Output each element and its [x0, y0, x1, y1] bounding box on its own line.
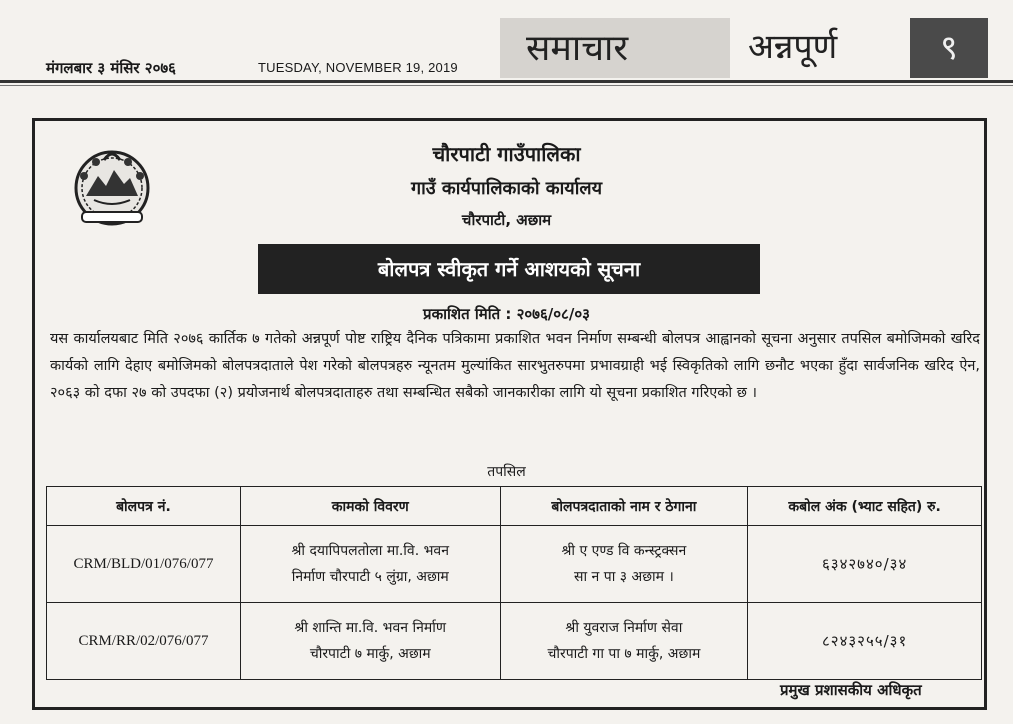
bidder-line-2: सा न पा ३ अछाम । [574, 569, 674, 585]
bid-table [46, 486, 982, 680]
bidder [500, 603, 748, 680]
masthead-rule [0, 80, 1013, 83]
annex-label: तपसिल [487, 464, 526, 480]
bidder-line-1: श्री युवराज निर्माण सेवा [565, 620, 683, 636]
work-line-2: निर्माण चौरपाटी ५ लुंग्रा, अछाम [291, 569, 449, 585]
header-amount: कबोल अंक (भ्याट सहित) रु. [748, 487, 982, 526]
work-line-1: श्री दयापिपलतोला मा.वि. भवन [291, 543, 449, 559]
header-bid-no: बोलपत्र नं. [47, 487, 241, 526]
bidder-line-2: चौरपाटी गा पा ७ मार्कु, अछाम [547, 646, 701, 662]
page-number: ९ [940, 28, 958, 68]
bidder [500, 526, 748, 603]
masthead-rule-thin [0, 85, 1013, 86]
work-description [240, 603, 500, 680]
org-name: चौरपाटी गाउँपालिका [432, 142, 581, 166]
work-line-2: चौरपाटी ७ मार्कु, अछाम [309, 646, 431, 662]
date-english: TUESDAY, NOVEMBER 19, 2019 [258, 60, 458, 75]
office-address: चौरपाटी, अछाम [461, 211, 552, 229]
newspaper-masthead [0, 0, 1013, 88]
section-name: समाचार [526, 28, 629, 69]
notice-title: बोलपत्र स्वीकृत गर्ने आशयको सूचना [377, 257, 641, 281]
bid-amount: ६३४२७४०/३४ [748, 526, 982, 603]
bid-ref: CRM/RR/02/076/077 [47, 603, 241, 680]
table-row [47, 603, 982, 680]
notice-body: यस कार्यालयबाट मिति २०७६ कार्तिक ७ गतेको अन्नपूर्ण पोष्ट राष्ट्रिय दैनिक पत्रिकामा प्रकाशित भवन निर्माण सम्बन्धी बोलपत्र आह्वानको सूचना अनुसार तपसिल बमोजिमको खरिद कार्यको लागि देहाए बमोजिमको बोलपत्रदाताले पेश गरेको बोलपत्रहरु न्यूनतम मुल्यांकित सारभुतरुपमा प्रभावग्राही भई स्विकृतिको लागि छनौट भएका हुँदा सार्वजनिक खरिद ऐन, २०६३ को दफा २७ को उपदफा (२) प्रयोजनार्थ बोलपत्रदाताहरु तथा सम्बन्धित सबैको जानकारीका लागि यो सूचना प्रकाशित गरिएको छ । [50, 331, 980, 401]
bid-amount: ८२४३२५५/३१ [748, 603, 982, 680]
work-description [240, 526, 500, 603]
bidder-line-1: श्री ए एण्ड वि कन्स्ट्रक्सन [561, 543, 687, 559]
table-header-row [47, 487, 982, 526]
work-line-1: श्री शान्ति मा.वि. भवन निर्माण [294, 620, 447, 636]
office-name: गाउँ कार्यपालिकाको कार्यालय [410, 178, 603, 199]
date-nepali: मंगलबार ३ मंसिर २०७६ [46, 59, 176, 77]
bid-ref: CRM/BLD/01/076/077 [47, 526, 241, 603]
header-bidder: बोलपत्रदाताको नाम र ठेगाना [500, 487, 748, 526]
table-row [47, 526, 982, 603]
header-work-description: कामको विवरण [240, 487, 500, 526]
paper-name: अन्नपूर्ण [748, 27, 838, 67]
signoff: प्रमुख प्रशासकीय अधिकृत [780, 681, 922, 699]
published-date: प्रकाशित मिति : २०७६/०८/०३ [423, 305, 590, 323]
